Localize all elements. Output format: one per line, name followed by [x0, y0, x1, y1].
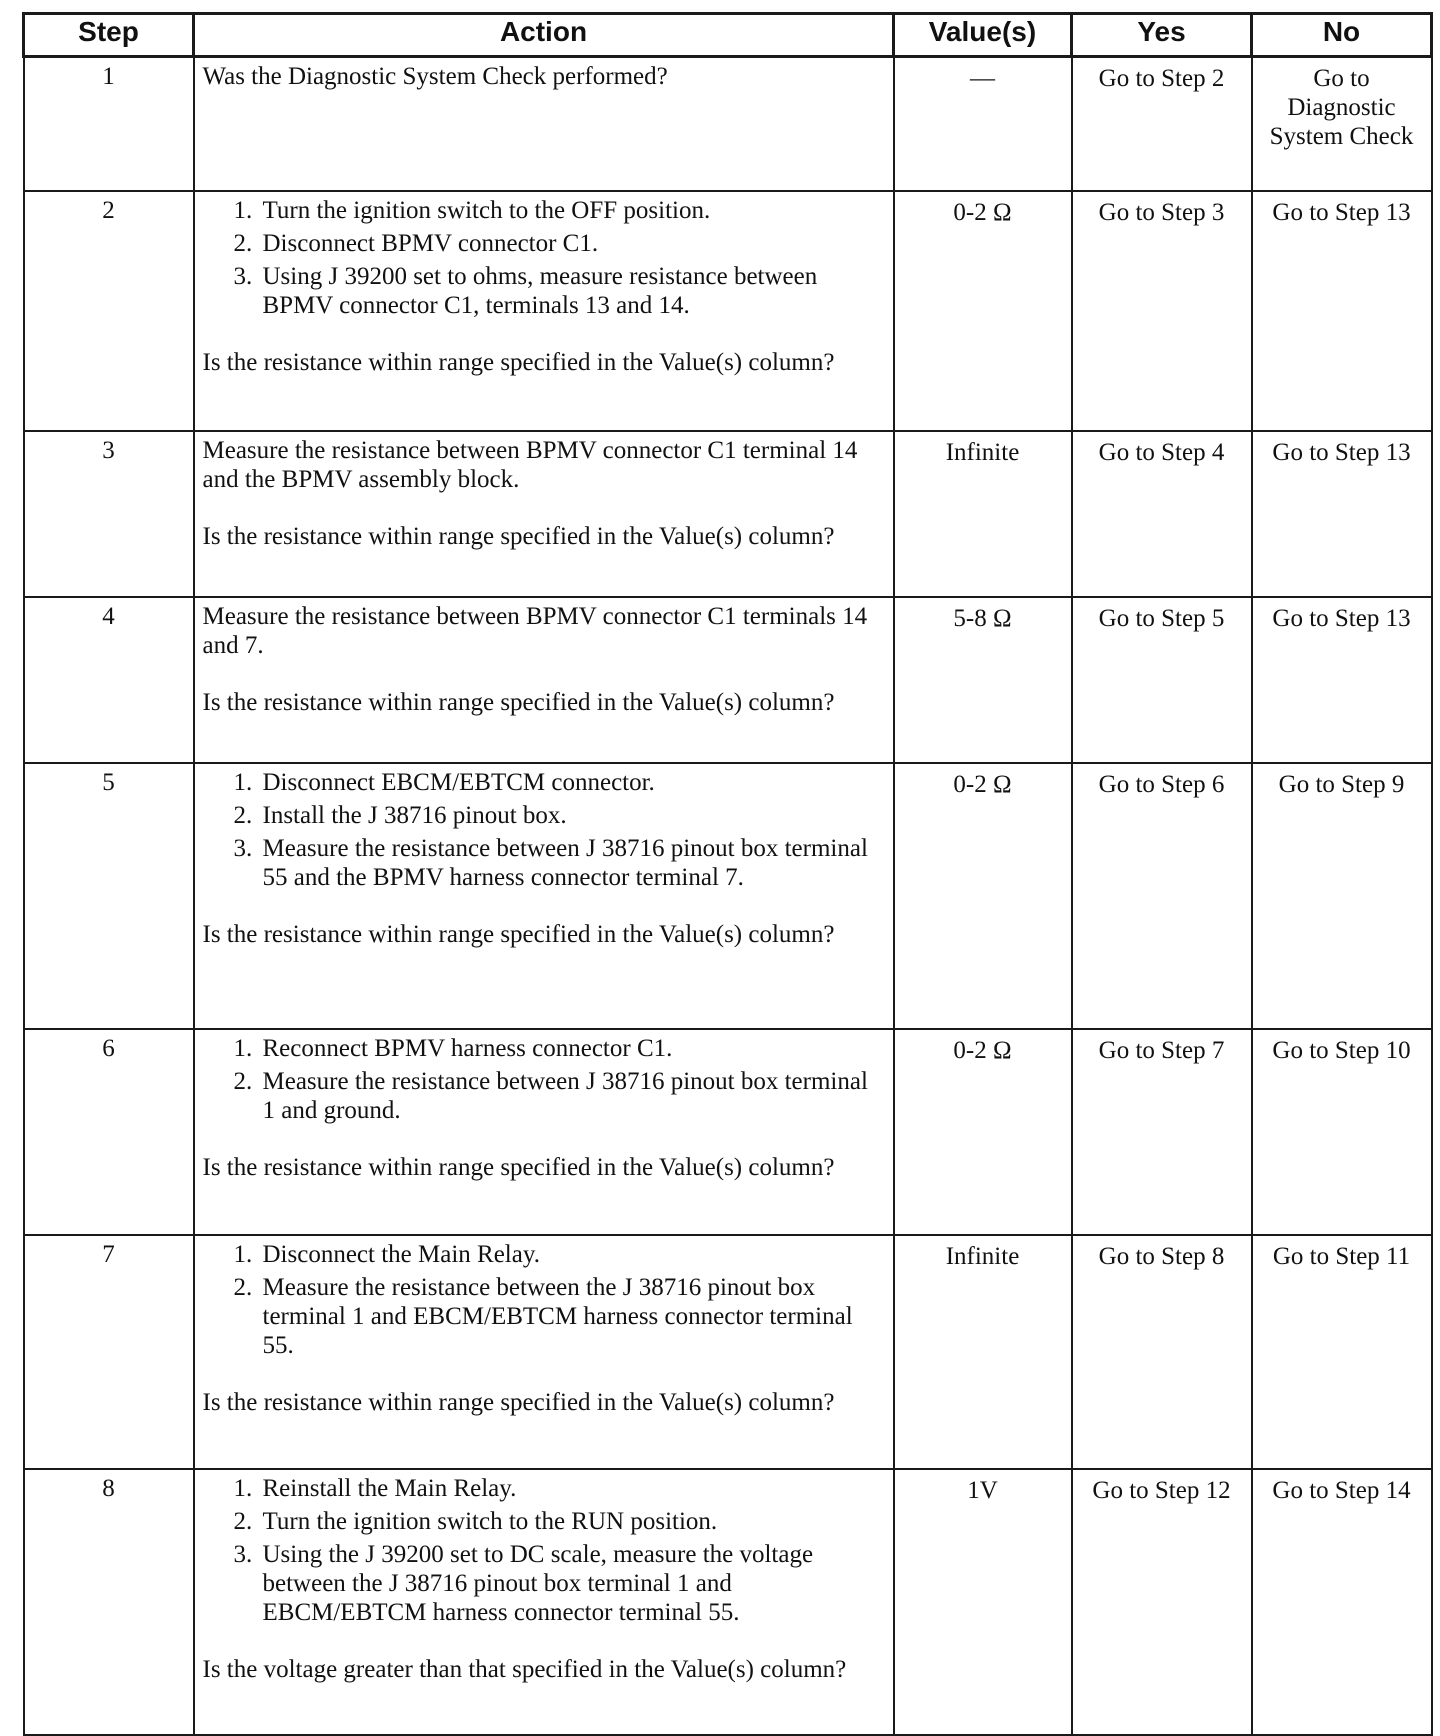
action-steps: [203, 1240, 885, 1360]
table-row: [24, 1235, 1432, 1469]
step-number: 8: [24, 1469, 194, 1735]
action-question: Is the resistance within range specified in the Value(s) column?: [202, 921, 835, 948]
action-question: Is the resistance within range specified in the Value(s) column?: [202, 1389, 835, 1416]
no-cell: Go to Step 10: [1252, 1029, 1432, 1235]
header-no: No: [1252, 14, 1432, 57]
action-question: Is the resistance within range specified in the Value(s) column?: [202, 689, 835, 716]
header-value: Value(s): [894, 14, 1072, 57]
diagnostic-page: [22, 12, 1430, 1736]
step-number: 6: [24, 1029, 194, 1235]
value-cell: Infinite: [894, 1235, 1072, 1469]
yes-cell: Go to Step 3: [1072, 191, 1252, 431]
action-cell: [194, 1029, 894, 1235]
step-number: 1: [24, 57, 194, 192]
value-cell: 0-2 Ω: [894, 763, 1072, 1029]
header-row: [24, 14, 1432, 57]
value-cell: 0-2 Ω: [894, 191, 1072, 431]
action-cell: [194, 1469, 894, 1735]
action-steps: [203, 196, 885, 320]
action-text: Was the Diagnostic System Check performed?: [202, 63, 668, 90]
value-cell: 1V: [894, 1469, 1072, 1735]
table-row: [24, 1469, 1432, 1735]
action-steps: [203, 1034, 885, 1125]
no-cell: Go to Step 11: [1252, 1235, 1432, 1469]
step-number: 7: [24, 1235, 194, 1469]
action-step: 1. Disconnect EBCM/EBTCM connector.: [259, 768, 885, 797]
action-step: 2. Measure the resistance between the J 38716 pinout box terminal 1 and EBCM/EBTCM harness connector terminal 55.: [259, 1273, 885, 1360]
action-steps: [203, 1474, 885, 1627]
yes-cell: Go to Step 5: [1072, 597, 1252, 763]
action-text: Measure the resistance between BPMV connector C1 terminals 14 and 7.: [202, 603, 868, 659]
yes-cell: Go to Step 8: [1072, 1235, 1252, 1469]
diagnostic-table: [22, 12, 1433, 1736]
action-step: 3. Using the J 39200 set to DC scale, measure the voltage between the J 38716 pinout box terminal 1 and EBCM/EBTCM harness connector terminal 55.: [259, 1540, 885, 1627]
action-cell: [194, 763, 894, 1029]
step-number: 5: [24, 763, 194, 1029]
action-step: 1. Reconnect BPMV harness connector C1.: [259, 1034, 885, 1063]
action-step: 2. Measure the resistance between J 38716 pinout box terminal 1 and ground.: [259, 1067, 885, 1125]
no-cell: Go to Step 13: [1252, 191, 1432, 431]
value-cell: Infinite: [894, 431, 1072, 597]
header-step: Step: [24, 14, 194, 57]
action-cell: [194, 57, 894, 192]
no-cell: Go to Step 14: [1252, 1469, 1432, 1735]
table-row: [24, 597, 1432, 763]
action-question: Is the resistance within range specified in the Value(s) column?: [202, 523, 835, 550]
step-number: 4: [24, 597, 194, 763]
action-question: Is the voltage greater than that specified in the Value(s) column?: [202, 1656, 847, 1683]
action-step: 3. Using J 39200 set to ohms, measure resistance between BPMV connector C1, terminals 13 and 14.: [259, 262, 885, 320]
action-step: 1. Disconnect the Main Relay.: [259, 1240, 885, 1269]
action-cell: [194, 431, 894, 597]
action-text: Measure the resistance between BPMV connector C1 terminal 14 and the BPMV assembly block.: [202, 437, 858, 493]
action-cell: [194, 597, 894, 763]
yes-cell: Go to Step 7: [1072, 1029, 1252, 1235]
step-number: 3: [24, 431, 194, 597]
no-cell: Go to Diagnostic System Check: [1252, 57, 1432, 192]
step-number: 2: [24, 191, 194, 431]
yes-cell: Go to Step 2: [1072, 57, 1252, 192]
action-step: 3. Measure the resistance between J 38716 pinout box terminal 55 and the BPMV harness connector terminal 7.: [259, 834, 885, 892]
header-yes: Yes: [1072, 14, 1252, 57]
yes-cell: Go to Step 12: [1072, 1469, 1252, 1735]
table-body: [24, 57, 1432, 1736]
action-cell: [194, 1235, 894, 1469]
no-cell: Go to Step 13: [1252, 431, 1432, 597]
table-row: [24, 57, 1432, 192]
action-cell: [194, 191, 894, 431]
action-step: 1. Turn the ignition switch to the OFF position.: [259, 196, 885, 225]
value-cell: —: [894, 57, 1072, 192]
action-question: Is the resistance within range specified in the Value(s) column?: [202, 1154, 835, 1181]
table-row: [24, 763, 1432, 1029]
value-cell: 5-8 Ω: [894, 597, 1072, 763]
yes-cell: Go to Step 6: [1072, 763, 1252, 1029]
value-cell: 0-2 Ω: [894, 1029, 1072, 1235]
action-step: 1. Reinstall the Main Relay.: [259, 1474, 885, 1503]
no-cell: Go to Step 13: [1252, 597, 1432, 763]
table-row: [24, 191, 1432, 431]
action-step: 2. Disconnect BPMV connector C1.: [259, 229, 885, 258]
table-row: [24, 1029, 1432, 1235]
yes-cell: Go to Step 4: [1072, 431, 1252, 597]
header-action: Action: [194, 14, 894, 57]
table-header: [24, 14, 1432, 57]
action-step: 2. Install the J 38716 pinout box.: [259, 801, 885, 830]
action-question: Is the resistance within range specified in the Value(s) column?: [202, 349, 835, 376]
no-cell: Go to Step 9: [1252, 763, 1432, 1029]
action-steps: [203, 768, 885, 892]
table-row: [24, 431, 1432, 597]
action-step: 2. Turn the ignition switch to the RUN position.: [259, 1507, 885, 1536]
